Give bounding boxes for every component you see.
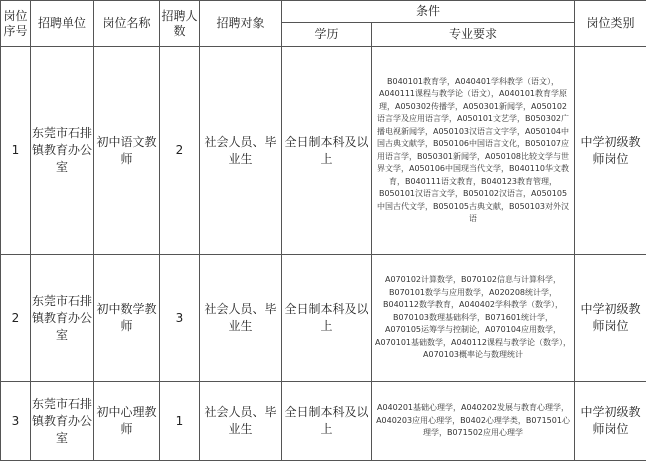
row-position: 初中语文教师 — [94, 47, 160, 255]
row-unit: 东莞市石排镇教育办公室 — [31, 47, 94, 255]
header-category: 岗位类别 — [575, 1, 646, 47]
row-seq: 3 — [1, 382, 31, 461]
row-target: 社会人员、毕业生 — [200, 382, 282, 461]
row-category: 中学初级教师岗位 — [575, 382, 646, 461]
row-major: A040201基础心理学，A040202发展与教育心理学，A040203应用心理学，B0402心理学类，B071501心理学，B071502应用心理学 — [372, 382, 575, 461]
table-row — [1, 47, 646, 255]
header-seq: 岗位序号 — [1, 1, 31, 47]
row-seq: 2 — [1, 255, 31, 382]
row-category: 中学初级教师岗位 — [575, 255, 646, 382]
row-position: 初中心理教师 — [94, 382, 160, 461]
row-major: B040101教育学，A040401学科教学（语文），A040111课程与教学论（语文），A040101教育学原理，A050302传播学，A050301新闻学，A050102语言学及应用语言学，A050101文艺学，B050302广播电视新闻学，A050103汉语言文字学，A050104中国古典文献学，B050106中国语言文化，B050107应用语言学，B050301新闻学，A050108比较文学与世界文学，A050106中国现当代文学，B040110华文教育，B040111语文教育，B040123教育管理，B050101汉语言文学，B050102汉语言，A050105中国古代文学，B050105古典文献，B050103对外汉语 — [372, 47, 575, 255]
table-header-row — [1, 1, 646, 23]
row-count: 3 — [160, 255, 200, 382]
row-category: 中学初级教师岗位 — [575, 47, 646, 255]
row-target: 社会人员、毕业生 — [200, 47, 282, 255]
row-education: 全日制本科及以上 — [282, 255, 372, 382]
header-target: 招聘对象 — [200, 1, 282, 47]
row-major: A070102计算数学，B070102信息与计算科学，B070101数学与应用数学，A020208统计学，B040112数学教育，A040402学科教学（数学），B070103数理基础科学，B071601统计学，A070105运筹学与控制论，A070104应用数学，A070101基础数学，A040112课程与教学论（数学），A070103概率论与数理统计 — [372, 255, 575, 382]
header-conditions: 条件 — [282, 1, 575, 23]
row-education: 全日制本科及以上 — [282, 47, 372, 255]
row-unit: 东莞市石排镇教育办公室 — [31, 382, 94, 461]
row-target: 社会人员、毕业生 — [200, 255, 282, 382]
row-seq: 1 — [1, 47, 31, 255]
table-row — [1, 382, 646, 461]
header-unit: 招聘单位 — [31, 1, 94, 47]
header-major: 专业要求 — [372, 23, 575, 47]
table-row — [1, 255, 646, 382]
row-unit: 东莞市石排镇教育办公室 — [31, 255, 94, 382]
row-count: 2 — [160, 47, 200, 255]
row-count: 1 — [160, 382, 200, 461]
header-position: 岗位名称 — [94, 1, 160, 47]
row-education: 全日制本科及以上 — [282, 382, 372, 461]
header-education: 学历 — [282, 23, 372, 47]
header-count: 招聘人数 — [160, 1, 200, 47]
row-position: 初中数学教师 — [94, 255, 160, 382]
